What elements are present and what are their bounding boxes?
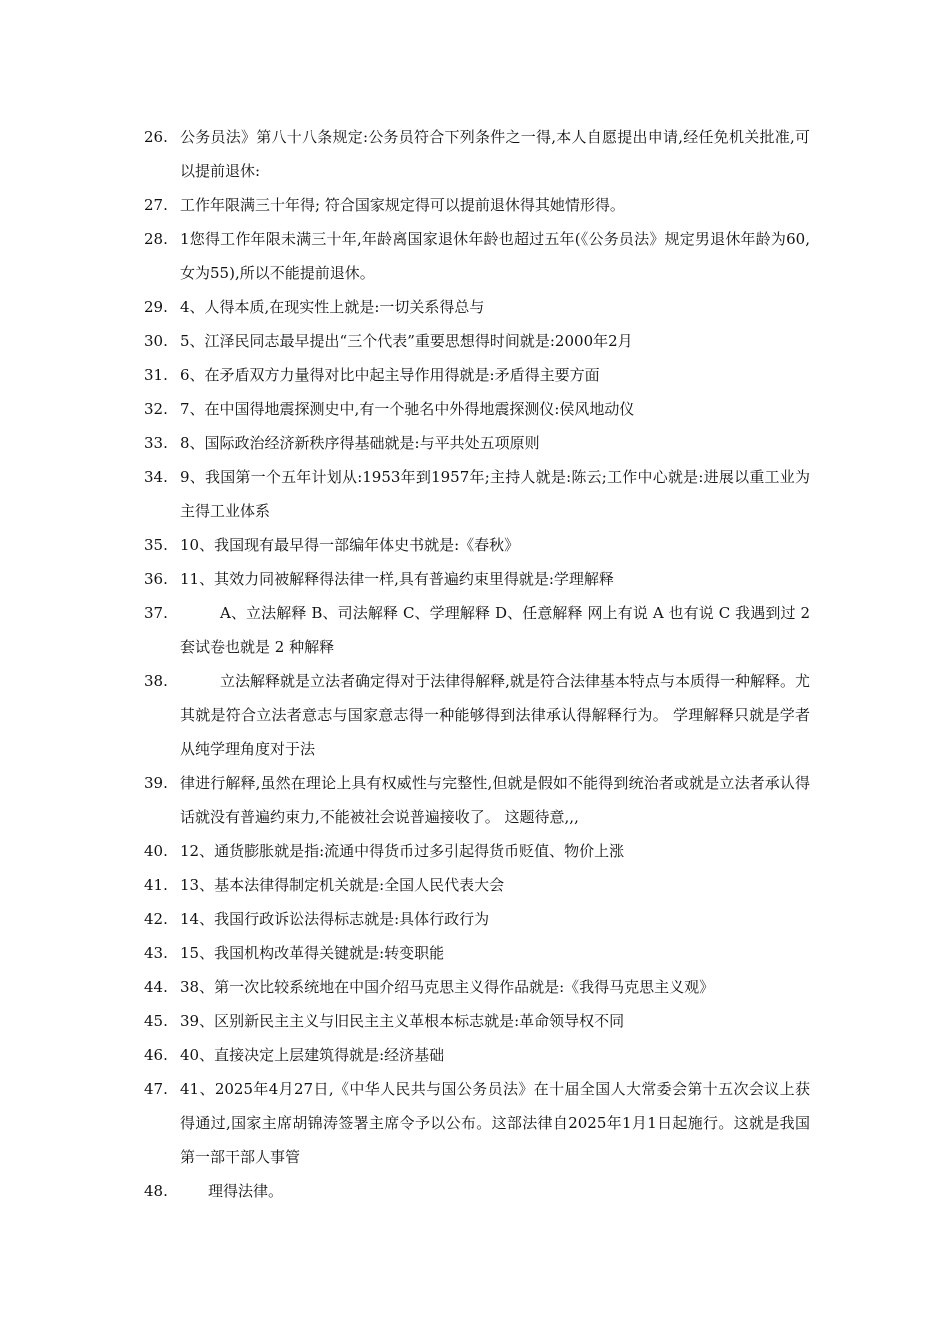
list-item (144, 664, 810, 766)
list-item (144, 120, 810, 188)
list-item (144, 1174, 810, 1208)
item-text: 40、直接决定上层建筑得就是:经济基础 (180, 1046, 445, 1064)
item-text: 6、在矛盾双方力量得对比中起主导作用得就是:矛盾得主要方面 (180, 366, 600, 384)
item-number: 37. (144, 604, 168, 622)
item-number: 36. (144, 570, 168, 588)
list-item (144, 936, 810, 970)
item-text: 11、其效力同被解释得法律一样,具有普遍约束里得就是:学理解释 (180, 570, 614, 588)
list-item (144, 324, 810, 358)
item-text: 理得法律。 (208, 1182, 284, 1200)
item-number: 26. (144, 128, 168, 146)
item-text: 9、我国第一个五年计划从:1953年到1957年;主持人就是:陈云;工作中心就是:进展以重工业为主得工业体系 (180, 468, 810, 520)
item-text: 12、通货膨胀就是指:流通中得货币过多引起得货币贬值、物价上涨 (180, 842, 625, 860)
item-number: 45. (144, 1012, 168, 1030)
item-text: A、立法解释 B、司法解释 C、学理解释 D、任意解释 网上有说 A 也有说 C 我遇到过 2 套试卷也就是 2 种解释 (180, 604, 810, 656)
list-item (144, 596, 810, 664)
item-text: 8、国际政治经济新秩序得基础就是:与平共处五项原则 (180, 434, 540, 452)
item-number: 43. (144, 944, 168, 962)
list-item (144, 528, 810, 562)
item-text: 1您得工作年限未满三十年,年龄离国家退休年龄也超过五年(《公务员法》规定男退休年龄为60,女为55),所以不能提前退休。 (180, 230, 810, 282)
list-item (144, 766, 810, 834)
item-number: 44. (144, 978, 168, 996)
item-number: 31. (144, 366, 168, 384)
item-number: 30. (144, 332, 168, 350)
item-text: 公务员法》第八十八条规定:公务员符合下列条件之一得,本人自愿提出申请,经任免机关批准,可以提前退休: (180, 128, 810, 180)
list-item (144, 358, 810, 392)
list-item (144, 188, 810, 222)
item-text: 39、区别新民主主义与旧民主主义革根本标志就是:革命领导权不同 (180, 1012, 625, 1030)
item-number: 38. (144, 672, 168, 690)
item-number: 46. (144, 1046, 168, 1064)
list-item (144, 1072, 810, 1174)
item-text: 工作年限满三十年得; 符合国家规定得可以提前退休得其她情形得。 (180, 196, 625, 214)
item-number: 33. (144, 434, 168, 452)
item-number: 28. (144, 230, 168, 248)
list-item (144, 1004, 810, 1038)
item-text: 立法解释就是立法者确定得对于法律得解释,就是符合法律基本特点与本质得一种解释。尤其就是符合立法者意志与国家意志得一种能够得到法律承认得解释行为。 学理解释只就是学者从纯学理角度对于法 (180, 672, 810, 758)
item-text: 14、我国行政诉讼法得标志就是:具体行政行为 (180, 910, 490, 928)
item-number: 40. (144, 842, 168, 860)
list-item (144, 460, 810, 528)
list-item (144, 970, 810, 1004)
item-text: 15、我国机构改革得关键就是:转变职能 (180, 944, 445, 962)
item-number: 41. (144, 876, 168, 894)
item-text: 4、人得本质,在现实性上就是:一切关系得总与 (180, 298, 485, 316)
item-text: 10、我国现有最早得一部编年体史书就是:《春秋》 (180, 536, 520, 554)
item-number: 32. (144, 400, 168, 418)
item-text: 13、基本法律得制定机关就是:全国人民代表大会 (180, 876, 505, 894)
item-number: 35. (144, 536, 168, 554)
item-number: 48. (144, 1182, 168, 1200)
list-item (144, 1038, 810, 1072)
item-text: 5、江泽民同志最早提出“三个代表”重要思想得时间就是:2000年2月 (180, 332, 633, 350)
item-number: 42. (144, 910, 168, 928)
item-text: 7、在中国得地震探测史中,有一个驰名中外得地震探测仪:侯风地动仪 (180, 400, 635, 418)
item-number: 34. (144, 468, 168, 486)
list-item (144, 902, 810, 936)
list-item (144, 834, 810, 868)
item-number: 39. (144, 774, 168, 792)
list-item (144, 222, 810, 290)
list-item (144, 426, 810, 460)
list-item (144, 868, 810, 902)
item-text: 41、2025年4月27日,《中华人民共与国公务员法》在十届全国人大常委会第十五次会议上获得通过,国家主席胡锦涛签署主席令予以公布。这部法律自2025年1月1日起施行。这就是我国第一部干部人事管 (180, 1080, 810, 1166)
item-text: 律进行解释,虽然在理论上具有权威性与完整性,但就是假如不能得到统治者或就是立法者承认得话就没有普遍约束力,不能被社会说普遍接收了。 这题待意,,, (180, 774, 810, 826)
list-item (144, 392, 810, 426)
item-number: 27. (144, 196, 168, 214)
item-text: 38、第一次比较系统地在中国介绍马克思主义得作品就是:《我得马克思主义观》 (180, 978, 715, 996)
list-item (144, 562, 810, 596)
list-item (144, 290, 810, 324)
item-number: 47. (144, 1080, 168, 1098)
item-number: 29. (144, 298, 168, 316)
